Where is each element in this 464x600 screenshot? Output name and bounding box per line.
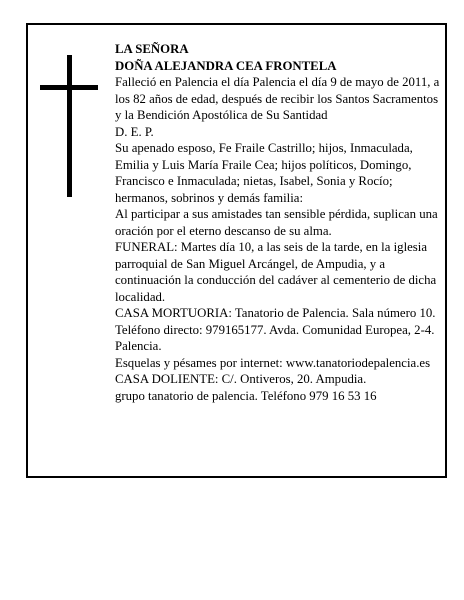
dep-line: D. E. P. — [115, 124, 154, 139]
death-statement: Falleció en Palencia el día Palencia el día 9 de mayo de 2011, a los 82 años de edad, después de recibir los Santos Sacramentos y la Bendición Apostólica de Su Santidad — [115, 75, 440, 122]
obituary-notice — [26, 23, 447, 478]
family-list: Su apenado esposo, Fe Fraile Castrillo; hijos, Inmaculada, Emilia y Luis María Fraile Cea; hijos políticos, Domingo, Francisco e Inmaculada; nietas, Isabel, Sonia y Rocío; hermanos, sobrinos y demás familia: — [115, 141, 413, 205]
notice-title: LA SEÑORA — [115, 42, 189, 56]
cross-icon — [40, 55, 98, 197]
obituary-text — [115, 41, 442, 404]
internet-info: Esquelas y pésames por internet: www.tanatoriodepalencia.es — [115, 355, 431, 370]
mourning-house-info: CASA DOLIENTE: C/. Ontiveros, 20. Ampudia. — [115, 372, 367, 386]
mortuary-info: CASA MORTUORIA: Tanatorio de Palencia. Sala número 10. Teléfono directo: 979165177. Avda. Comunidad Europea, 2-4. Palencia. — [115, 306, 436, 353]
funeral-info: FUNERAL: Martes día 10, a las seis de la tarde, en la iglesia parroquial de San Miguel Arcángel, de Ampudia, y a continuación la conducción del cadáver al cementerio de dicha localidad. — [115, 240, 437, 304]
prayer-request: Al participar a sus amistades tan sensible pérdida, suplican una oración por el eterno descanso de su alma. — [115, 207, 438, 238]
funeral-home-footer: grupo tanatorio de palencia. Teléfono 979 16 53 16 — [115, 388, 377, 403]
deceased-name: DOÑA ALEJANDRA CEA FRONTELA — [115, 58, 337, 73]
